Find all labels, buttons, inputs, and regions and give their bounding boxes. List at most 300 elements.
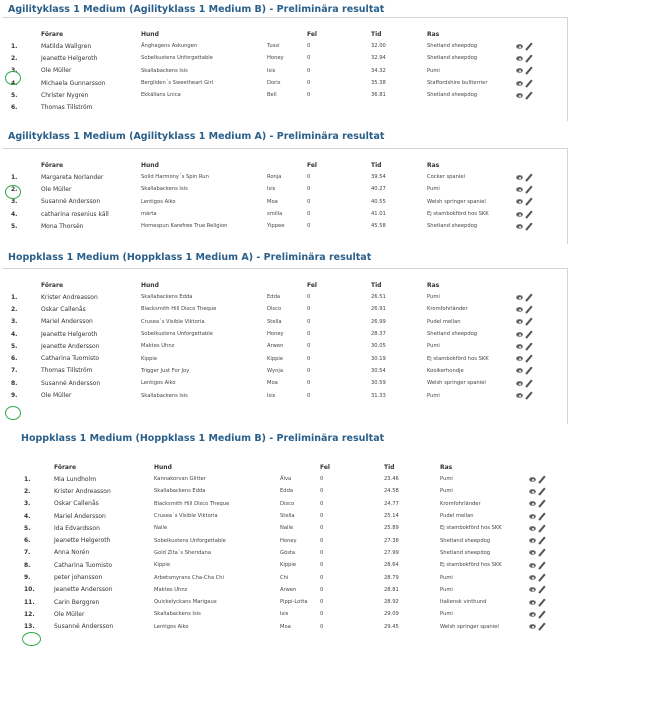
cell-pos: 7. xyxy=(11,367,18,375)
cell-forare: Thomas Tillström xyxy=(41,104,93,112)
cell-tid: 30.54 xyxy=(371,367,386,374)
cell-forare: Mia Lundholm xyxy=(54,475,97,483)
table-row xyxy=(24,559,557,571)
eye-icon[interactable] xyxy=(516,56,523,61)
cell-ras: Shetland sheepdog xyxy=(440,549,491,556)
eye-icon[interactable] xyxy=(529,526,536,531)
cell-fel: 0 xyxy=(307,306,311,313)
table-row xyxy=(24,510,557,522)
cell-tid: 25.14 xyxy=(384,513,399,520)
row-actions xyxy=(529,584,557,596)
table-row xyxy=(11,77,544,89)
row-actions xyxy=(529,522,557,534)
cell-ras xyxy=(427,101,516,113)
results-table xyxy=(24,461,557,633)
cell-forare: Oskar Callenås xyxy=(54,500,99,508)
eye-icon[interactable] xyxy=(516,212,523,217)
cell-forare: Krister Andreasson xyxy=(41,293,98,301)
column-header-fel: Fel xyxy=(307,30,317,38)
pen-icon[interactable] xyxy=(525,79,532,87)
cell-forare: Jeanette Andersson xyxy=(54,586,113,594)
cell-pos: 3. xyxy=(11,198,18,206)
column-header-forare: Förare xyxy=(41,30,64,38)
cell-ras: Welsh springer spaniel xyxy=(440,623,499,630)
table-row xyxy=(11,365,544,377)
cell-fel: 0 xyxy=(307,198,311,205)
cell-tid: 31.33 xyxy=(371,392,386,399)
pen-icon[interactable] xyxy=(525,42,532,50)
cell-hund: Kippie xyxy=(141,355,158,362)
eye-icon[interactable] xyxy=(516,224,523,229)
cell-pos: 1. xyxy=(11,42,18,50)
table-row xyxy=(11,340,544,352)
pen-icon[interactable] xyxy=(525,173,532,181)
eye-icon[interactable] xyxy=(516,356,523,361)
cell-hund: Skallabackens Edda xyxy=(154,488,206,495)
cell-hund: Maktes Uhnz xyxy=(154,586,188,593)
column-header-empty xyxy=(11,159,41,171)
table-row xyxy=(11,316,544,328)
eye-icon[interactable] xyxy=(529,587,536,592)
cell-pos: 3. xyxy=(11,318,18,326)
pen-icon[interactable] xyxy=(525,318,532,326)
cell-ras: Pudel mellan xyxy=(427,318,461,325)
cell-namn: Pippi-Lotta xyxy=(280,599,308,606)
cell-ras: Ej stambokförd hos SKK xyxy=(427,355,489,362)
cell-forare: Mona Thorsén xyxy=(41,222,84,230)
table-header-row xyxy=(11,28,544,40)
row-actions xyxy=(529,621,557,633)
eye-icon[interactable] xyxy=(529,563,536,568)
cell-namn xyxy=(267,101,307,113)
eye-icon[interactable] xyxy=(516,93,523,98)
cell-forare: Mariel Andersson xyxy=(54,512,106,520)
cell-hund: Skallabackens Isis xyxy=(141,186,188,193)
results-table xyxy=(11,279,544,402)
row-actions xyxy=(516,77,544,89)
cell-namn: Doris xyxy=(267,80,281,87)
cell-tid: 32.94 xyxy=(371,55,386,62)
column-header-tid: Tid xyxy=(371,30,382,38)
row-actions xyxy=(529,571,557,583)
pen-icon[interactable] xyxy=(525,392,532,400)
cell-fel: 0 xyxy=(307,318,311,325)
cell-fel: 0 xyxy=(320,537,324,544)
cell-pos: 6. xyxy=(11,104,18,112)
eye-icon[interactable] xyxy=(529,477,536,482)
row-actions xyxy=(529,596,557,608)
column-header-forare: Förare xyxy=(54,463,77,471)
table-row xyxy=(24,608,557,620)
cell-tid: 26.99 xyxy=(371,318,386,325)
cell-ras: Welsh springer spaniel xyxy=(427,380,486,387)
cell-hund: Quickelyckans Marigaux xyxy=(154,599,217,606)
cell-forare: Ole Müller xyxy=(54,610,85,618)
cell-pos: 3. xyxy=(11,67,18,75)
cell-ras: Pudel mellan xyxy=(440,513,474,520)
column-header-ras: Ras xyxy=(427,281,440,289)
cell-tid: 26.91 xyxy=(371,306,386,313)
cell-forare: Ole Müller xyxy=(41,392,72,400)
row-actions xyxy=(516,196,544,208)
row-actions xyxy=(516,389,544,401)
cell-fel: 0 xyxy=(307,223,311,230)
cell-ras: Pumi xyxy=(427,294,440,301)
eye-icon[interactable] xyxy=(516,344,523,349)
cell-namn: Honey xyxy=(267,331,284,338)
cell-tid: 34.32 xyxy=(371,67,386,74)
results-panel-agility-b xyxy=(2,17,568,121)
pen-icon[interactable] xyxy=(538,586,545,594)
column-header-tid: Tid xyxy=(384,463,395,471)
row-actions xyxy=(516,316,544,328)
cell-fel: 0 xyxy=(320,500,324,507)
row-actions xyxy=(516,365,544,377)
column-header-hund: Hund xyxy=(154,463,172,471)
cell-tid: 30.05 xyxy=(371,343,386,350)
cell-fel: 0 xyxy=(320,488,324,495)
pen-icon[interactable] xyxy=(525,222,532,230)
table-row xyxy=(24,498,557,510)
pen-icon[interactable] xyxy=(525,355,532,363)
eye-icon[interactable] xyxy=(529,489,536,494)
cell-tid: 26.51 xyxy=(371,294,386,301)
cell-namn: Yippee xyxy=(267,223,285,230)
cell-tid: 28.79 xyxy=(384,574,399,581)
pen-icon[interactable] xyxy=(525,293,532,301)
cell-namn: Isis xyxy=(280,611,289,618)
results-table xyxy=(11,159,544,232)
table-row xyxy=(11,52,544,64)
pen-icon[interactable] xyxy=(538,475,545,483)
cell-fel: 0 xyxy=(320,562,324,569)
cell-namn: Kippie xyxy=(267,355,284,362)
eye-icon[interactable] xyxy=(516,199,523,204)
cell-pos: 1. xyxy=(11,293,18,301)
column-header-forare: Förare xyxy=(41,281,64,289)
pen-icon[interactable] xyxy=(538,537,545,545)
pen-icon[interactable] xyxy=(525,342,532,350)
pen-icon[interactable] xyxy=(538,500,545,508)
cell-forare: Susanné Andersson xyxy=(54,623,114,631)
cell-tid: 40.27 xyxy=(371,186,386,193)
cell-fel: 0 xyxy=(320,599,324,606)
eye-icon[interactable] xyxy=(529,612,536,617)
pen-icon[interactable] xyxy=(525,379,532,387)
cell-hund: Sobelkustens Unforgettable xyxy=(141,331,213,338)
pen-icon[interactable] xyxy=(538,623,545,631)
cell-forare: Jeanette Helgeroth xyxy=(41,54,98,62)
cell-namn: smilla xyxy=(267,211,283,218)
pen-icon[interactable] xyxy=(538,610,545,618)
eye-icon[interactable] xyxy=(529,550,536,555)
eye-icon[interactable] xyxy=(516,68,523,73)
pen-icon[interactable] xyxy=(525,305,532,313)
cell-hund: Sobelkustens Unforgettable xyxy=(154,537,226,544)
eye-icon[interactable] xyxy=(516,175,523,180)
row-actions xyxy=(516,340,544,352)
cell-ras: Ej stambokförd hos SKK xyxy=(427,211,489,218)
cell-namn: Isis xyxy=(267,67,276,74)
eye-icon[interactable] xyxy=(529,501,536,506)
cell-pos: 4. xyxy=(11,210,18,218)
pen-icon[interactable] xyxy=(525,210,532,218)
cell-pos: 10. xyxy=(24,586,35,594)
highlight-circle xyxy=(22,632,41,646)
cell-pos: 11. xyxy=(24,598,35,606)
highlight-circle xyxy=(5,406,21,420)
eye-icon[interactable] xyxy=(516,307,523,312)
cell-fel: 0 xyxy=(307,92,311,99)
cell-fel: 0 xyxy=(320,549,324,556)
cell-ras: Shetland sheepdog xyxy=(427,223,478,230)
section-title: Hoppklass 1 Medium (Hoppklass 1 Medium B) - Preliminära resultat xyxy=(21,433,385,444)
cell-tid: 24.58 xyxy=(384,488,399,495)
row-actions xyxy=(529,498,557,510)
section-title: Hoppklass 1 Medium (Hoppklass 1 Medium A) - Preliminära resultat xyxy=(8,252,372,263)
cell-namn: Isis xyxy=(267,186,276,193)
column-header-ras: Ras xyxy=(440,463,453,471)
eye-icon[interactable] xyxy=(516,368,523,373)
highlight-circle xyxy=(5,185,21,199)
column-header-empty xyxy=(24,461,54,473)
results-panel-hopp-a xyxy=(2,268,568,424)
column-header-fel: Fel xyxy=(307,161,317,169)
cell-fel: 0 xyxy=(307,355,311,362)
cell-hund: Solid Harmony´s Spin Run xyxy=(141,174,209,181)
column-header-fel: Fel xyxy=(307,281,317,289)
cell-ras: Pumi xyxy=(440,574,453,581)
cell-namn: Honey xyxy=(267,55,284,62)
cell-ras: Kromfohrländer xyxy=(427,306,468,313)
row-actions xyxy=(516,328,544,340)
row-actions xyxy=(516,65,544,77)
table-row xyxy=(24,596,557,608)
row-actions xyxy=(516,220,544,232)
column-header-forare: Förare xyxy=(41,161,64,169)
cell-forare: Michaela Gunnarsson xyxy=(41,79,106,87)
eye-icon[interactable] xyxy=(516,332,523,337)
cell-hund: Nalle xyxy=(154,525,168,532)
pen-icon[interactable] xyxy=(525,198,532,206)
eye-icon[interactable] xyxy=(516,393,523,398)
eye-icon[interactable] xyxy=(529,600,536,605)
cell-pos: 1. xyxy=(24,475,31,483)
cell-ras: Kooikerhondje xyxy=(427,367,464,374)
cell-tid: 40.55 xyxy=(371,198,386,205)
table-row xyxy=(24,571,557,583)
cell-fel: 0 xyxy=(307,174,311,181)
cell-forare: Mariel Andersson xyxy=(41,318,93,326)
cell-namn: Moa xyxy=(280,623,291,630)
cell-forare: Jeanette Helgeroth xyxy=(41,330,98,338)
cell-hund: Skallabackens Isis xyxy=(141,392,188,399)
cell-tid: 28.64 xyxy=(384,562,399,569)
cell-hund: Homespun Karefree True Religion xyxy=(141,223,228,230)
cell-ras: Shetland sheepdog xyxy=(440,537,491,544)
cell-hund: Bergliden´s Sweetheart Girl xyxy=(141,80,214,87)
eye-icon[interactable] xyxy=(516,295,523,300)
cell-ras: Pumi xyxy=(427,343,440,350)
cell-hund: Skallabackens Isis xyxy=(141,67,188,74)
cell-ras: Pumi xyxy=(427,392,440,399)
table-row xyxy=(11,389,544,401)
cell-ras: Pumi xyxy=(440,586,453,593)
cell-pos: 5. xyxy=(11,222,18,230)
table-header-row xyxy=(11,159,544,171)
column-header-hund: Hund xyxy=(141,281,159,289)
cell-pos: 2. xyxy=(11,305,18,313)
column-header-ras: Ras xyxy=(427,161,440,169)
cell-namn: Honey xyxy=(280,537,297,544)
cell-fel: 0 xyxy=(320,611,324,618)
cell-ras: Ej stambokförd hos SKK xyxy=(440,525,502,532)
row-actions xyxy=(529,510,557,522)
pen-icon[interactable] xyxy=(538,549,545,557)
eye-icon[interactable] xyxy=(529,538,536,543)
cell-hund: Skallabackens Edda xyxy=(141,294,193,301)
table-row xyxy=(11,303,544,315)
cell-pos: 4. xyxy=(11,330,18,338)
table-row xyxy=(24,522,557,534)
eye-icon[interactable] xyxy=(516,319,523,324)
pen-icon[interactable] xyxy=(525,367,532,375)
column-header-empty xyxy=(11,279,41,291)
cell-hund: Lentigos Aiko xyxy=(154,623,189,630)
eye-icon[interactable] xyxy=(529,514,536,519)
pen-icon[interactable] xyxy=(525,91,532,99)
results-panel-agility-a xyxy=(2,148,568,244)
cell-hund: Kannakorvan Glitter xyxy=(154,476,206,483)
eye-icon[interactable] xyxy=(529,575,536,580)
eye-icon[interactable] xyxy=(516,44,523,49)
cell-fel: 0 xyxy=(320,513,324,520)
cell-namn: Tussi xyxy=(267,43,280,50)
eye-icon[interactable] xyxy=(516,187,523,192)
table-row xyxy=(11,89,544,101)
cell-hund: Trigger Just For Joy xyxy=(141,367,190,374)
cell-fel: 0 xyxy=(320,574,324,581)
cell-pos: 9. xyxy=(11,392,18,400)
pen-icon[interactable] xyxy=(538,487,545,495)
cell-forare: Ole Müller xyxy=(41,67,72,75)
pen-icon[interactable] xyxy=(525,54,532,62)
column-header-fel: Fel xyxy=(320,463,330,471)
cell-tid: 36.81 xyxy=(371,92,386,99)
cell-tid: 28.81 xyxy=(384,586,399,593)
cell-namn: Arwen xyxy=(267,343,284,350)
pen-icon[interactable] xyxy=(538,598,545,606)
cell-namn: Disco xyxy=(280,500,295,507)
row-actions xyxy=(516,171,544,183)
row-actions xyxy=(529,473,557,485)
row-actions xyxy=(516,89,544,101)
cell-forare: Anna Norén xyxy=(54,549,90,557)
cell-forare: Christer Nygren xyxy=(41,91,89,99)
section-hopp-a xyxy=(8,252,568,263)
cell-namn: Arwen xyxy=(280,586,297,593)
row-actions xyxy=(516,303,544,315)
cell-tid: 29.45 xyxy=(384,623,399,630)
cell-ras: Cocker spaniel xyxy=(427,174,465,181)
cell-namn: Ronja xyxy=(267,174,282,181)
column-header-hund: Hund xyxy=(141,30,159,38)
section-agility-a xyxy=(8,131,568,142)
pen-icon[interactable] xyxy=(538,574,545,582)
pen-icon[interactable] xyxy=(525,185,532,193)
cell-pos: 6. xyxy=(24,537,31,545)
cell-namn: Gösta xyxy=(280,549,296,556)
pen-icon[interactable] xyxy=(538,561,545,569)
cell-tid: 29.09 xyxy=(384,611,399,618)
table-row xyxy=(11,196,544,208)
cell-namn: Isis xyxy=(267,392,276,399)
cell-ras: Kromfohrländer xyxy=(440,500,481,507)
cell-ras: Shetland sheepdog xyxy=(427,43,478,50)
cell-forare: Margareta Norlander xyxy=(41,173,104,181)
cell-hund: Blacksmith Hill Disco Theque xyxy=(154,500,230,507)
pen-icon[interactable] xyxy=(538,512,545,520)
cell-forare: Jeanette Andersson xyxy=(41,342,100,350)
highlight-circle xyxy=(5,71,21,85)
column-header-hund: Hund xyxy=(141,161,159,169)
cell-hund: Crusea´s Visible Viktoria xyxy=(141,318,205,325)
table-row xyxy=(11,377,544,389)
cell-fel: 0 xyxy=(320,525,324,532)
eye-icon[interactable] xyxy=(529,624,536,629)
section-hopp-b xyxy=(21,433,581,444)
cell-fel: 0 xyxy=(307,380,311,387)
cell-fel: 0 xyxy=(307,67,311,74)
eye-icon[interactable] xyxy=(516,81,523,86)
column-header-ras: Ras xyxy=(427,30,440,38)
pen-icon[interactable] xyxy=(525,67,532,75)
row-actions xyxy=(529,608,557,620)
cell-tid: 28.37 xyxy=(371,331,386,338)
cell-tid: 25.89 xyxy=(384,525,399,532)
cell-ras: Shetland sheepdog xyxy=(427,92,478,99)
cell-forare: peter johansson xyxy=(54,574,103,582)
pen-icon[interactable] xyxy=(525,330,532,338)
cell-fel: 0 xyxy=(307,392,311,399)
column-header-empty xyxy=(516,159,544,171)
cell-pos: 2. xyxy=(11,54,18,62)
cell-namn: Chi xyxy=(280,574,289,581)
cell-hund: Crusea´s Visible Viktoria xyxy=(154,513,218,520)
cell-pos: 7. xyxy=(24,549,31,557)
cell-ras: Welsh springer spaniel xyxy=(427,198,486,205)
eye-icon[interactable] xyxy=(516,381,523,386)
table-row xyxy=(24,534,557,546)
column-header-empty xyxy=(516,279,544,291)
cell-tid: 23.46 xyxy=(384,476,399,483)
cell-hund: Ekkällans Lnica xyxy=(141,92,181,99)
cell-tid: 41.01 xyxy=(371,211,386,218)
cell-ras: Ej stambokförd hos SKK xyxy=(440,562,502,569)
cell-forare: Susanné Andersson xyxy=(41,379,101,387)
table-row xyxy=(11,183,544,195)
section-agility-b xyxy=(8,4,568,15)
cell-tid: 27.99 xyxy=(384,549,399,556)
cell-namn: Kippie xyxy=(280,562,297,569)
table-header-row xyxy=(11,279,544,291)
cell-pos: 5. xyxy=(11,91,18,99)
table-row xyxy=(24,485,557,497)
cell-hund xyxy=(141,101,267,113)
cell-tid: 30.19 xyxy=(371,355,386,362)
cell-ras: Shetland sheepdog xyxy=(427,55,478,62)
pen-icon[interactable] xyxy=(538,524,545,532)
